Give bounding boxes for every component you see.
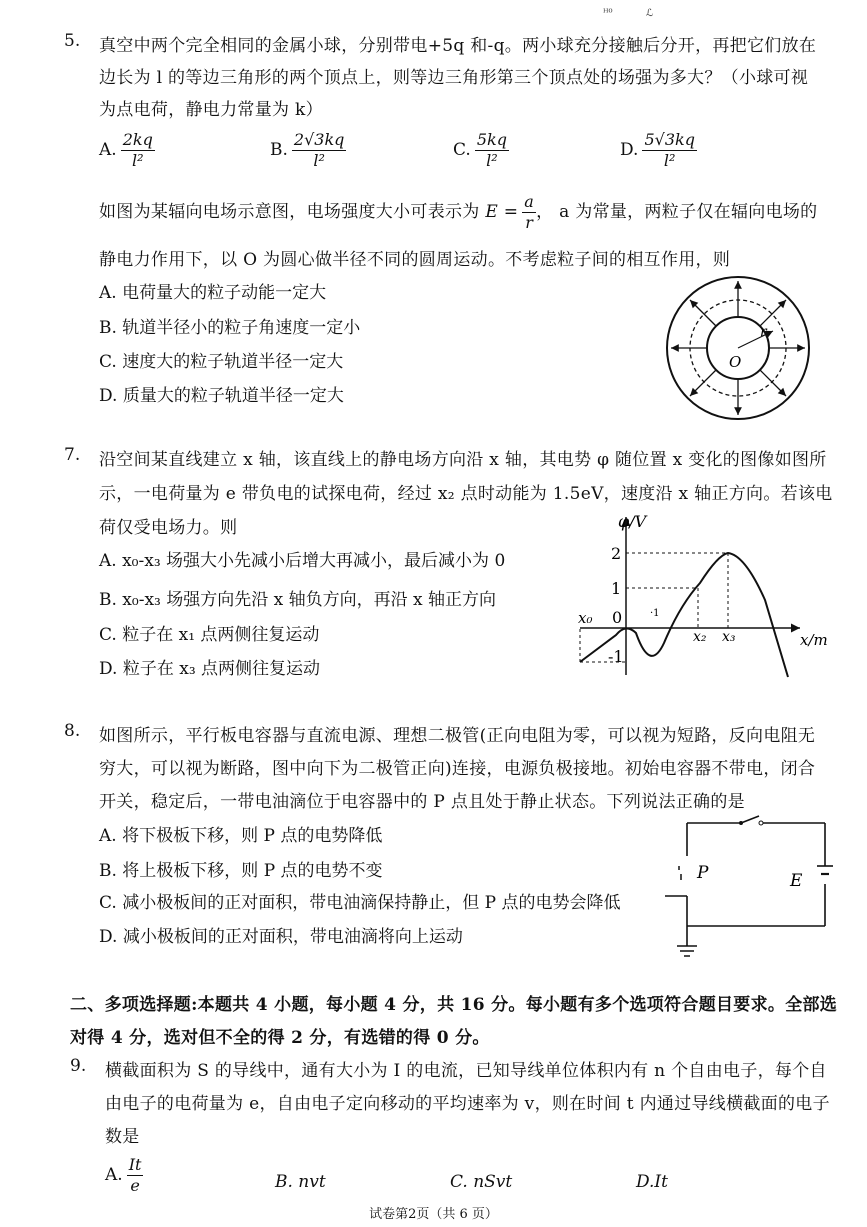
option-c: C. 粒子在 x₁ 点两侧往复运动	[99, 625, 320, 645]
question-text: 静电力作用下，以 O 为圆心做半径不同的圆周运动。不考虑粒子间的相互作用，则	[99, 250, 731, 270]
y-axis-label: φ/V	[618, 512, 647, 531]
point-p-label: P	[697, 863, 709, 883]
switch-contact	[759, 821, 763, 825]
question-text: 示，一电荷量为 e 带负电的试探电荷，经过 x₂ 点时动能为 1.5eV，速度沿 x 轴正方向。若该电	[99, 484, 833, 504]
tick-y-neg1: -1	[608, 647, 624, 666]
ground-icon	[677, 946, 697, 956]
option-b: B. $\frac{2√3kq}{\text{l²}}$	[270, 130, 345, 170]
option-c: C. nSvt	[450, 1172, 513, 1192]
radius-label: r	[760, 324, 767, 340]
center-label: O	[729, 353, 742, 371]
question-text: 如图为某辐向电场示意图，电场强度大小可表示为 E = $\frac{a}{r}$ ， a 为常量，两粒子仅在辐向电场的	[99, 192, 818, 232]
option-b: B. 将上极板下移，则 P 点的电势不变	[99, 861, 383, 881]
stray-mark: ·1	[650, 608, 660, 619]
page-footer: 试卷第2页（共 6 页）	[369, 1207, 498, 1222]
option-a: A. x₀-x₃ 场强大小先减小后增大再减小，最后减小为 0	[99, 551, 506, 571]
question-text: 真空中两个完全相同的金属小球，分别带电+5q 和-q。两小球充分接触后分开，再把它们放在	[99, 36, 817, 56]
tick-x2: x₂	[693, 629, 707, 645]
option-a: A. 电荷量大的粒子动能一定大	[99, 283, 327, 303]
question-text: 沿空间某直线建立 x 轴，该直线上的静电场方向沿 x 轴，其电势 φ 随位置 x 变化的图像如图所	[99, 450, 827, 470]
question-text: 穷大，可以视为断路，图中向下为二极管正向)连接，电源负极接地。初始电容器不带电，闭合	[99, 759, 816, 779]
option-b: B. 轨道半径小的粒子角速度一定小	[99, 318, 361, 338]
corner-mark: ᴴ⁰	[603, 8, 613, 19]
option-d: D. 质量大的粒子轨道半径一定大	[99, 386, 344, 406]
question-number: 8.	[64, 721, 81, 741]
tick-y-1: 1	[611, 579, 622, 598]
question-number: 7.	[64, 445, 81, 465]
section-title: 对得 4 分，选对但不全的得 2 分，有选错的得 0 分。	[70, 1028, 490, 1048]
question-text: 为点电荷，静电力常量为 k）	[99, 100, 323, 120]
question-number: 5.	[64, 31, 81, 51]
option-c: C. 减小极板间的正对面积，带电油滴保持静止，但 P 点的电势会降低	[99, 893, 621, 913]
question-text: 开关，稳定后，一带电油滴位于电容器中的 P 点且处于静止状态。下列说法正确的是	[99, 792, 745, 812]
corner-mark: ℒ	[646, 8, 654, 19]
option-c: C. 速度大的粒子轨道半径一定大	[99, 352, 344, 372]
potential-graph	[560, 505, 840, 680]
x-axis-label: x/m	[800, 631, 828, 649]
question-text: 数是	[105, 1127, 140, 1147]
question-text: 横截面积为 S 的导线中，通有大小为 I 的电流，已知导线单位体积内有 n 个自由电子，每个自	[105, 1061, 827, 1081]
option-d: D. 粒子在 x₃ 点两侧往复运动	[99, 659, 321, 679]
question-text: 由电子的电荷量为 e，自由电子定向移动的平均速率为 v，则在时间 t 内通过导线横截面的电子	[105, 1094, 830, 1114]
option-a: A. $\frac{2kq}{\text{l²}}$	[99, 130, 153, 170]
question-text: 边长为 l 的等边三角形的两个顶点上，则等边三角形第三个顶点处的场强为多大？（小球可视	[99, 68, 809, 88]
question-text: 如图所示，平行板电容器与直流电源、理想二极管(正向电阻为零，可以视为短路，反向电阻无	[99, 726, 816, 746]
section-title: 二、多项选择题:本题共 4 小题，每小题 4 分，共 16 分。每小题有多个选项符合题目要求。全部选	[70, 995, 838, 1015]
option-b: B. x₀-x₃ 场强方向先沿 x 轴负方向，再沿 x 轴正方向	[99, 590, 497, 610]
tick-y-0: 0	[612, 608, 623, 627]
tick-x3: x₃	[722, 629, 736, 645]
option-d: D. 减小极板间的正对面积，带电油滴将向上运动	[99, 927, 463, 947]
option-a: A. $\frac{It}{e}$	[105, 1155, 142, 1195]
option-c: C. $\frac{5kq}{\text{l²}}$	[453, 130, 507, 170]
tick-y-2: 2	[611, 544, 622, 563]
option-a: A. 将下极板下移，则 P 点的电势降低	[99, 826, 383, 846]
option-d: D. $\frac{5√3kq}{\text{l²}}$	[620, 130, 695, 170]
question-text: 荷仅受电场力。则	[99, 518, 238, 538]
source-e-label: E	[790, 871, 803, 891]
radial-field-figure	[665, 268, 815, 428]
option-b: B. nvt	[275, 1172, 326, 1192]
question-number: 9.	[70, 1056, 87, 1076]
option-d: D.It	[636, 1172, 668, 1192]
tick-x0: x₀	[578, 609, 593, 627]
switch-pivot	[739, 821, 743, 825]
circuit-figure	[655, 808, 835, 968]
